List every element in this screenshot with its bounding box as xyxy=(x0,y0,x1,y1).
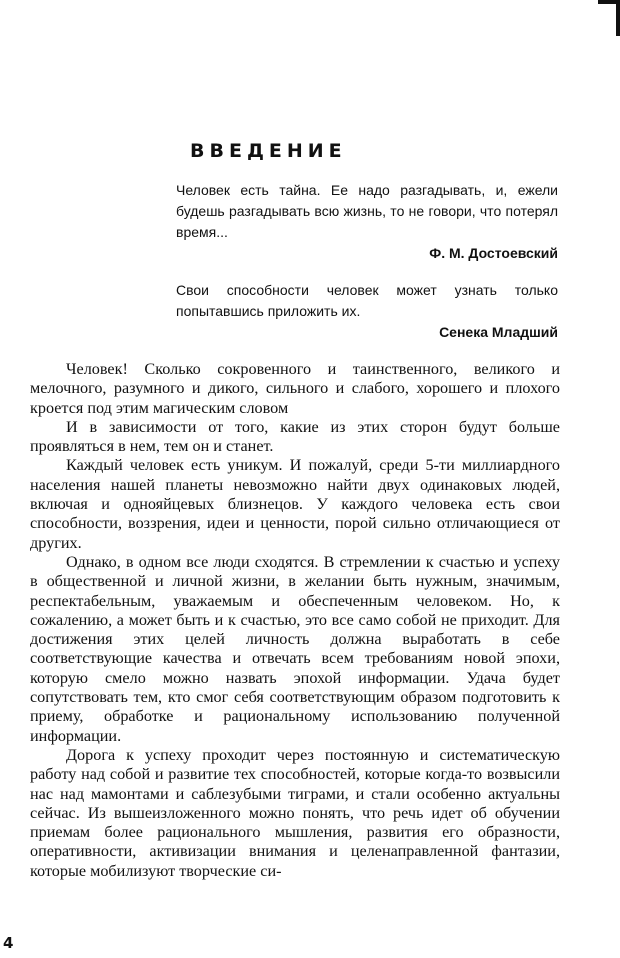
paragraph: И в зависимости от того, какие из этих сторон будут больше проявляться в нем, тем он и станет. xyxy=(30,417,560,456)
body-text xyxy=(30,360,560,881)
epigraph-text: Свои способности человек может узнать только попытавшись приложить их. xyxy=(176,282,558,319)
epigraph-author: Сенека Младший xyxy=(439,324,558,340)
paragraph: Каждый человек есть уникум. И пожалуй, среди 5-ти миллиардного населения нашей планеты невозможно найти двух одинаковых людей, включая и однояйцевых близнецов. У каждого человека есть свои способности, воззрения, идеи и ценности, порой сильно отличающиеся от других. xyxy=(30,456,560,552)
page-corner-mark xyxy=(598,0,620,36)
paragraph: Человек! Сколько сокровенного и таинственного, великого и мелочного, разумного и дикого, сильного и слабого, хорошего и плохого кроется под этим магическим словом xyxy=(30,360,560,417)
page-title: ВВЕДЕНИЕ xyxy=(190,140,347,162)
epigraph-dostoevsky xyxy=(176,180,558,264)
epigraph-text: Человек есть тайна. Ее надо разгадывать, и, ежели будешь разгадывать всю жизнь, то не говори, что потерял время... xyxy=(176,182,558,240)
paragraph: Дорога к успеху проходит через постоянную и систематическую работу над собой и развитие тех способностей, которые когда-то возвысили нас над мамонтами и саблезубыми тиграми, и стали особенно актуальны сейчас. Из вышеизложенного можно понять, что речь идет об обучении приемам более рационального мышления, развития его образности, оперативности, активизации внимания и целенаправленной фантазии, которые мобилизуют творческие си- xyxy=(30,745,560,880)
page-number: 4 xyxy=(3,934,14,952)
epigraph-seneca xyxy=(176,280,558,343)
paragraph: Однако, в одном все люди сходятся. В стремлении к счастью и успеху в общественной и личной жизни, в желании быть нужным, значимым, респектабельным, уважаемым и обеспеченным человеком. Но, к сожалению, а может быть и к счастью, это все само собой не приходит. Для достижения этих целей личность должна выработать в себе соответствующие качества и отвечать всем требованиям новой эпохи, которую смело можно назвать эпохой информации. Удача будет сопутствовать тем, кто смог себя соответствующим образом подготовить к приему, обработке и рациональному использованию полученной информации. xyxy=(30,552,560,745)
epigraph-author: Ф. М. Достоевский xyxy=(429,245,558,261)
